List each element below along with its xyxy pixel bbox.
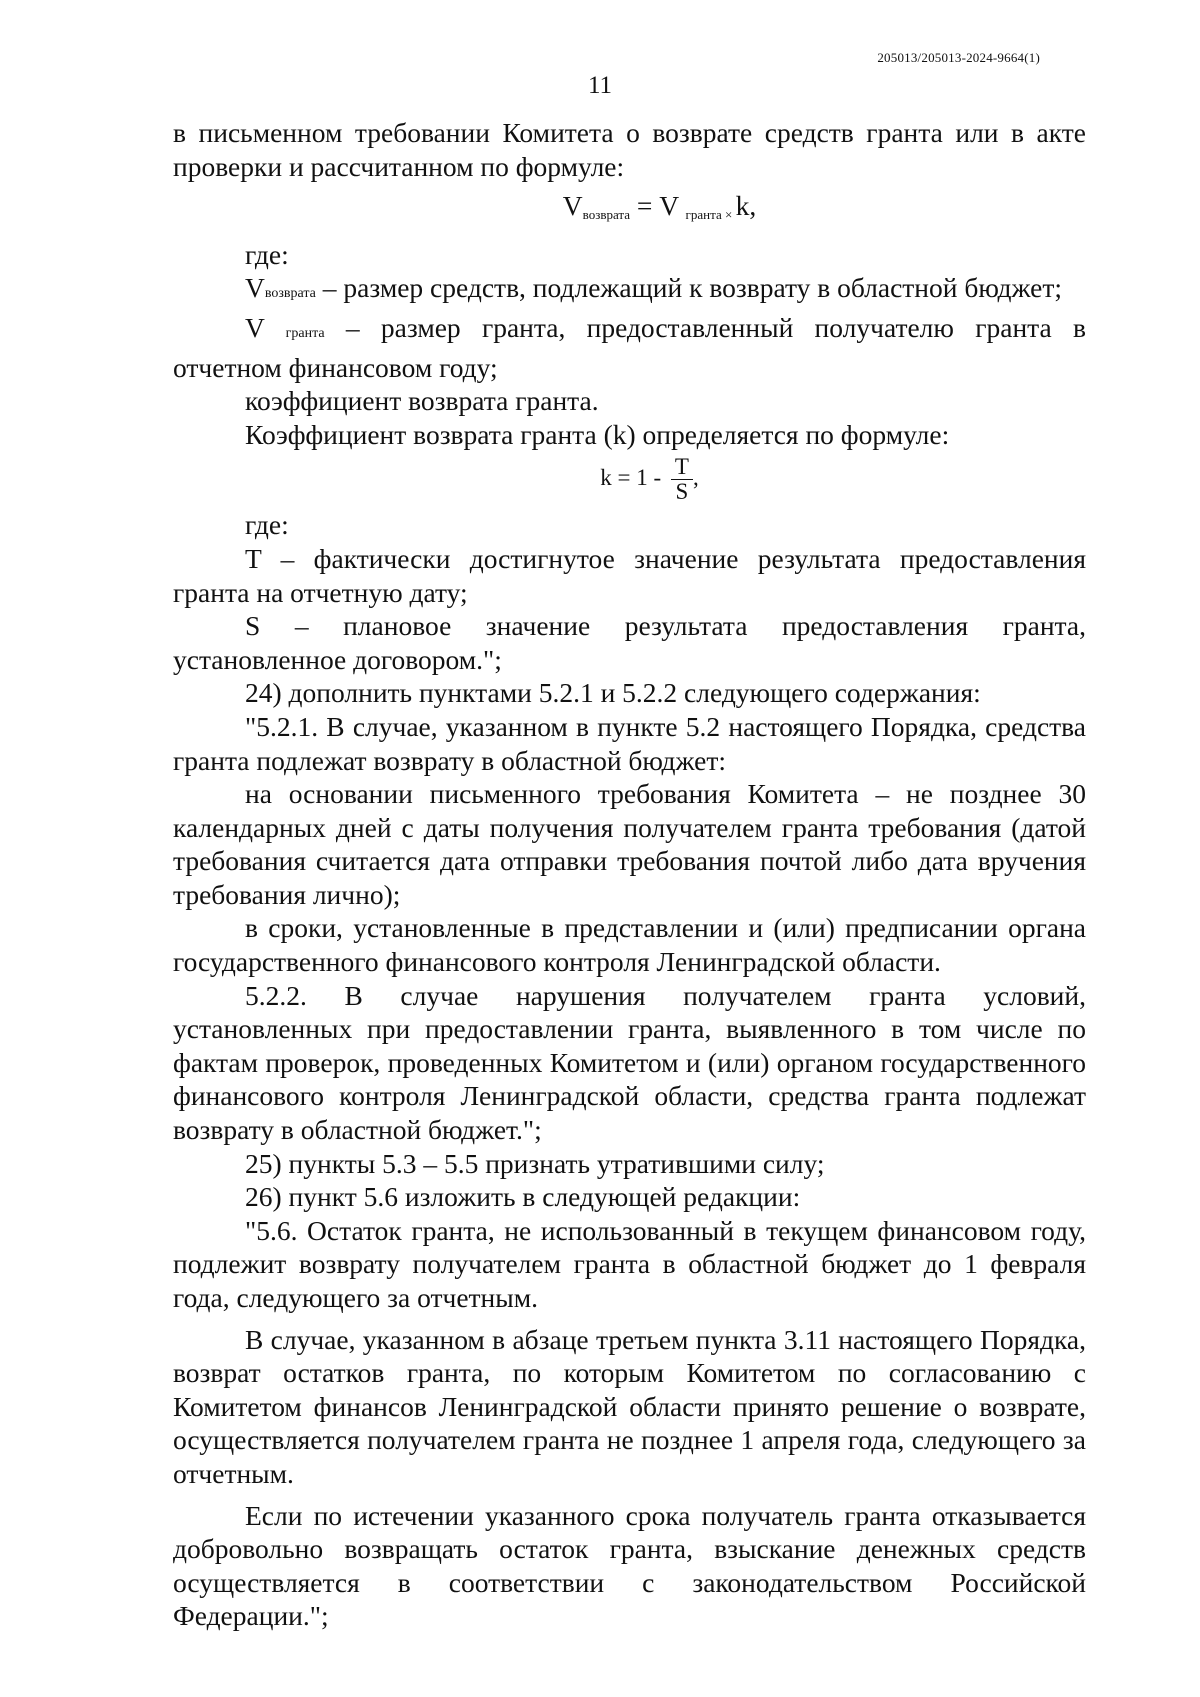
- paragraph-5-6: "5.6. Остаток гранта, не использованный в текущем финансовом году, подлежит возврату получателем гранта в областной бюджет до 1 февраля года, следующего за отчетным.: [173, 1214, 1086, 1313]
- formula2-fraction: [671, 455, 693, 504]
- definition-v-return-subscript: возврата: [264, 286, 316, 302]
- paragraph-coefficient-formula: Коэффициент возврата гранта (k) определяется по формуле:: [245, 418, 950, 450]
- definition-v-grant: [173, 311, 1086, 384]
- paragraph-5-6-c: Если по истечении указанного срока получатель гранта отказывается добровольно возвращать остаток гранта, взыскание денежных средств осуществляется в соответствии с законодательством Российской Федерации.";: [173, 1499, 1086, 1632]
- where-label-2: где:: [245, 509, 289, 541]
- formula-return-amount: [173, 189, 1086, 232]
- formula-equals: = V: [630, 190, 686, 222]
- paragraph-5-2-2: 5.2.2. В случае нарушения получателем гранта условий, установленных при предоставлении гранта, выявленного в том числе по фактам проверок, проведенных Комитетом и (или) органом государственного финансового контроля Ленинградской области, средства гранта подлежат возврату в областной бюджет.";: [173, 979, 1086, 1146]
- paragraph-5-6-b: В случае, указанном в абзаце третьем пункта 3.11 настоящего Порядка, возврат остатков гранта, по которым Комитетом по согласованию с Комитетом финансов Ленинградской области принято решение о возврате, осуществляется получателем гранта не позднее 1 апреля года, следующего за отчетным.: [173, 1323, 1086, 1489]
- definition-v-return-symbol: V: [245, 272, 265, 304]
- paragraph-5-2-1: "5.2.1. В случае, указанном в пункте 5.2 настоящего Порядка, средства гранта подлежат возврату в областной бюджет:: [173, 710, 1086, 776]
- item-24: 24) дополнить пунктами 5.2.1 и 5.2.2 следующего содержания:: [245, 677, 981, 709]
- where-label-1: где:: [245, 238, 289, 270]
- definition-v-return: [173, 271, 1086, 311]
- document-id: 205013/205013-2024-9664(1): [877, 50, 1040, 65]
- definition-v-grant-symbol: V: [245, 311, 286, 343]
- formula2-denominator: S: [675, 479, 689, 505]
- paragraph-coefficient: коэффициент возврата гранта.: [245, 385, 599, 417]
- formula-lhs-subscript: возврата: [582, 207, 631, 223]
- document-body: [173, 116, 1086, 1633]
- page-number: 11: [587, 72, 613, 99]
- formula-coefficient: [173, 455, 1086, 504]
- definition-v-grant-text: – размер гранта, предоставленный получателю гранта в отчетном финансовом году;: [173, 311, 1086, 383]
- paragraph-return-requirement: в письменном требовании Комитета о возврате средств гранта или в акте проверки и рассчитанном по формуле:: [173, 117, 1086, 182]
- formula-times: ×: [721, 207, 736, 223]
- formula2-lhs: k = 1 -: [600, 465, 667, 491]
- formula-lhs: V: [562, 190, 583, 222]
- formula-k: k,: [735, 190, 757, 222]
- definition-t: T – фактически достигнутое значение результата предоставления гранта на отчетную дату;: [173, 542, 1086, 608]
- item-25: 25) пункты 5.3 – 5.5 признать утратившими силу;: [245, 1147, 825, 1179]
- paragraph-5-2-1-b: в сроки, установленные в представлении и (или) предписании органа государственного финансового контроля Ленинградской области.: [173, 912, 1086, 978]
- definition-v-grant-subscript: гранта: [285, 325, 325, 341]
- item-26: 26) пункт 5.6 изложить в следующей редакции:: [245, 1181, 801, 1213]
- paragraph-5-2-1-a: на основании письменного требования Комитета – не позднее 30 календарных дней с даты получения получателем гранта требования (датой требования считается дата отправки требования почтой либо дата вручения требования лично);: [173, 778, 1086, 910]
- formula-rhs-subscript: гранта: [685, 207, 722, 223]
- formula2-numerator: T: [671, 455, 693, 480]
- definition-v-return-text: – размер средств, подлежащий к возврату в областной бюджет;: [315, 272, 1063, 304]
- definition-s: S – плановое значение результата предоставления гранта, установленное договором.";: [173, 610, 1086, 675]
- formula2-tail: ,: [692, 465, 699, 491]
